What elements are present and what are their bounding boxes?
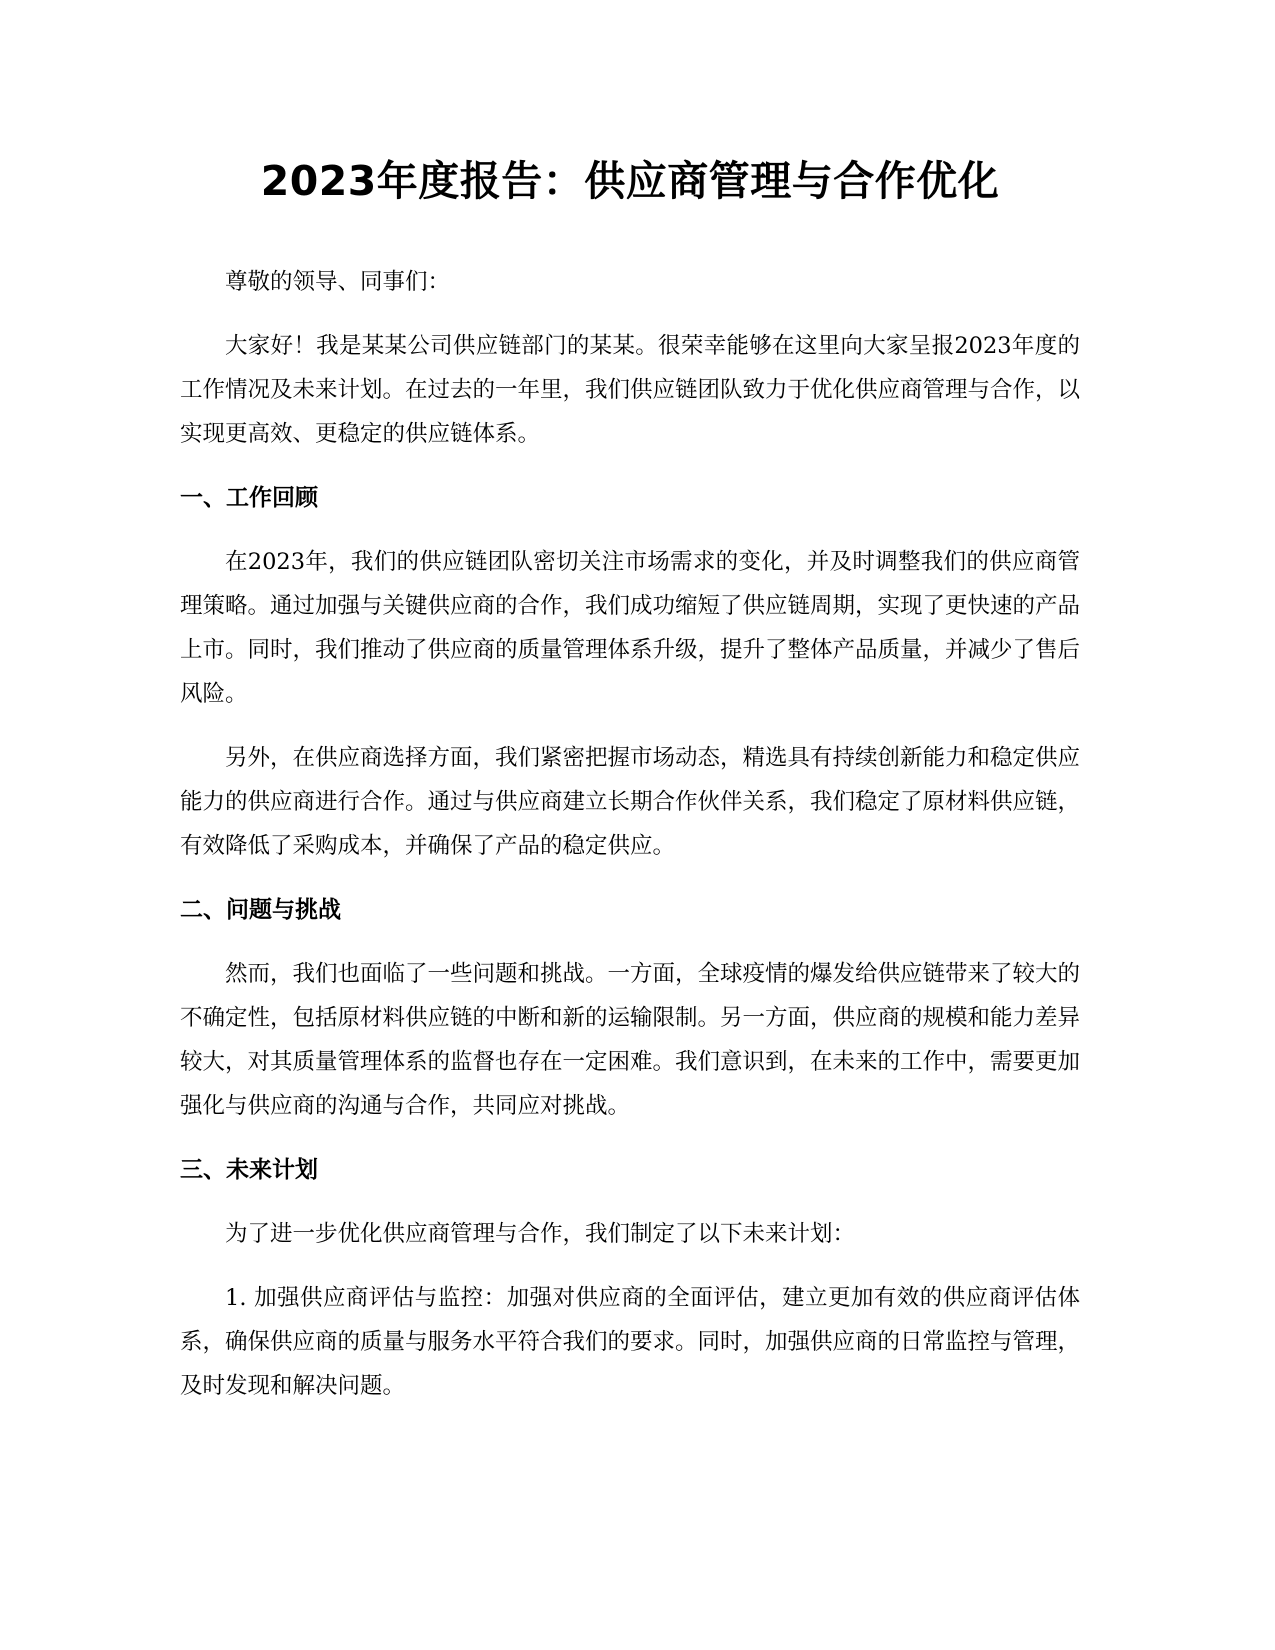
intro-paragraph: 大家好！我是某某公司供应链部门的某某。很荣幸能够在这里向大家呈报2023年度的工作情况及未来计划。在过去的一年里，我们供应链团队致力于优化供应商管理与合作，以实现更高效、更稳定的供应链体系。 — [180, 333, 1081, 447]
plans-intro-paragraph: 为了进一步优化供应商管理与合作，我们制定了以下未来计划： — [225, 1221, 856, 1247]
review-paragraph-2: 另外，在供应商选择方面，我们紧密把握市场动态，精选具有持续创新能力和稳定供应能力的供应商进行合作。通过与供应商建立长期合作伙伴关系，我们稳定了原材料供应链，有效降低了采购成本，并确保了产品的稳定供应。 — [180, 745, 1081, 859]
plans-item-1: 1. 加强供应商评估与监控：加强对供应商的全面评估，建立更加有效的供应商评估体系，确保供应商的质量与服务水平符合我们的要求。同时，加强供应商的日常监控与管理，及时发现和解决问题。 — [180, 1285, 1081, 1399]
section-heading-review: 一、工作回顾 — [180, 485, 318, 511]
document-page — [180, 136, 1080, 1428]
challenges-paragraph-1: 然而，我们也面临了一些问题和挑战。一方面，全球疫情的爆发给供应链带来了较大的不确定性，包括原材料供应链的中断和新的运输限制。另一方面，供应商的规模和能力差异较大，对其质量管理体系的监督也存在一定困难。我们意识到，在未来的工作中，需要更加强化与供应商的沟通与合作，共同应对挑战。 — [180, 961, 1081, 1119]
section-heading-plans: 三、未来计划 — [180, 1157, 318, 1183]
review-paragraph-1: 在2023年，我们的供应链团队密切关注市场需求的变化，并及时调整我们的供应商管理策略。通过加强与关键供应商的合作，我们成功缩短了供应链周期，实现了更快速的产品上市。同时，我们推动了供应商的质量管理体系升级，提升了整体产品质量，并减少了售后风险。 — [180, 549, 1081, 707]
salutation: 尊敬的领导、同事们： — [225, 269, 451, 295]
document-title: 2023年度报告：供应商管理与合作优化 — [260, 157, 1000, 205]
section-heading-challenges: 二、问题与挑战 — [180, 897, 341, 923]
